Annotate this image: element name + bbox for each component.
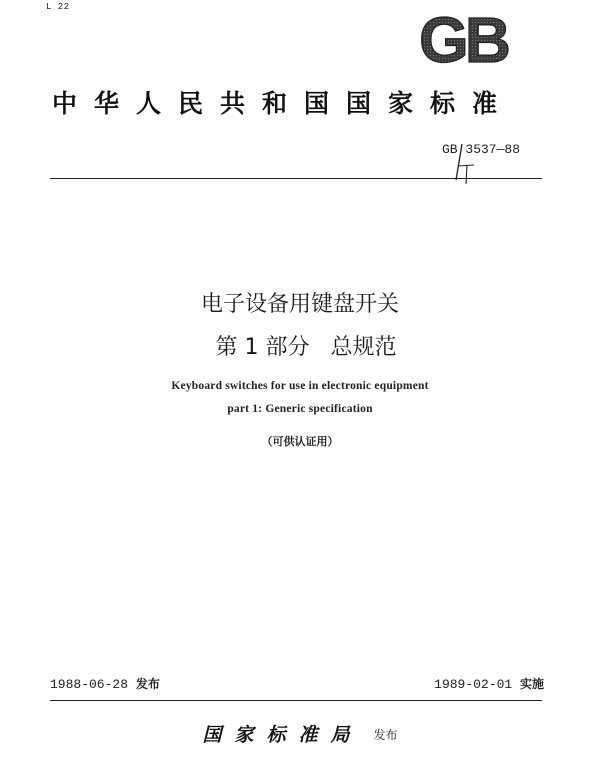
subtitle-english: part 1: Generic specification bbox=[227, 403, 373, 415]
issue-date-line bbox=[50, 675, 160, 692]
gb-logo bbox=[402, 12, 524, 68]
title-chinese: 电子设备用键盘开关 bbox=[200, 292, 399, 317]
implement-label: 实施 bbox=[519, 677, 544, 691]
logo-text: GB bbox=[419, 12, 507, 68]
subtitle-chinese: 第 1 部分 总规范 bbox=[215, 335, 397, 360]
title-english: Keyboard switches for use in electronic equipment bbox=[171, 380, 429, 392]
issuer-line bbox=[0, 720, 600, 747]
issue-label: 发布 bbox=[135, 677, 160, 691]
classification-code: L 22 bbox=[46, 2, 70, 12]
issue-date: 1988-06-28 bbox=[50, 677, 129, 692]
implement-date-line bbox=[434, 675, 544, 692]
bottom-divider bbox=[50, 700, 542, 701]
implement-date: 1989-02-01 bbox=[434, 677, 513, 692]
national-standard-heading: 中华人民共和国国家标准 bbox=[52, 89, 515, 118]
standard-number: GB 3537—88 bbox=[442, 142, 521, 157]
issuer-suffix: 发布 bbox=[373, 728, 398, 742]
top-divider bbox=[50, 178, 542, 179]
issuer-name: 国家标准局 bbox=[202, 724, 363, 746]
certification-note: （可供认证用） bbox=[261, 435, 339, 448]
